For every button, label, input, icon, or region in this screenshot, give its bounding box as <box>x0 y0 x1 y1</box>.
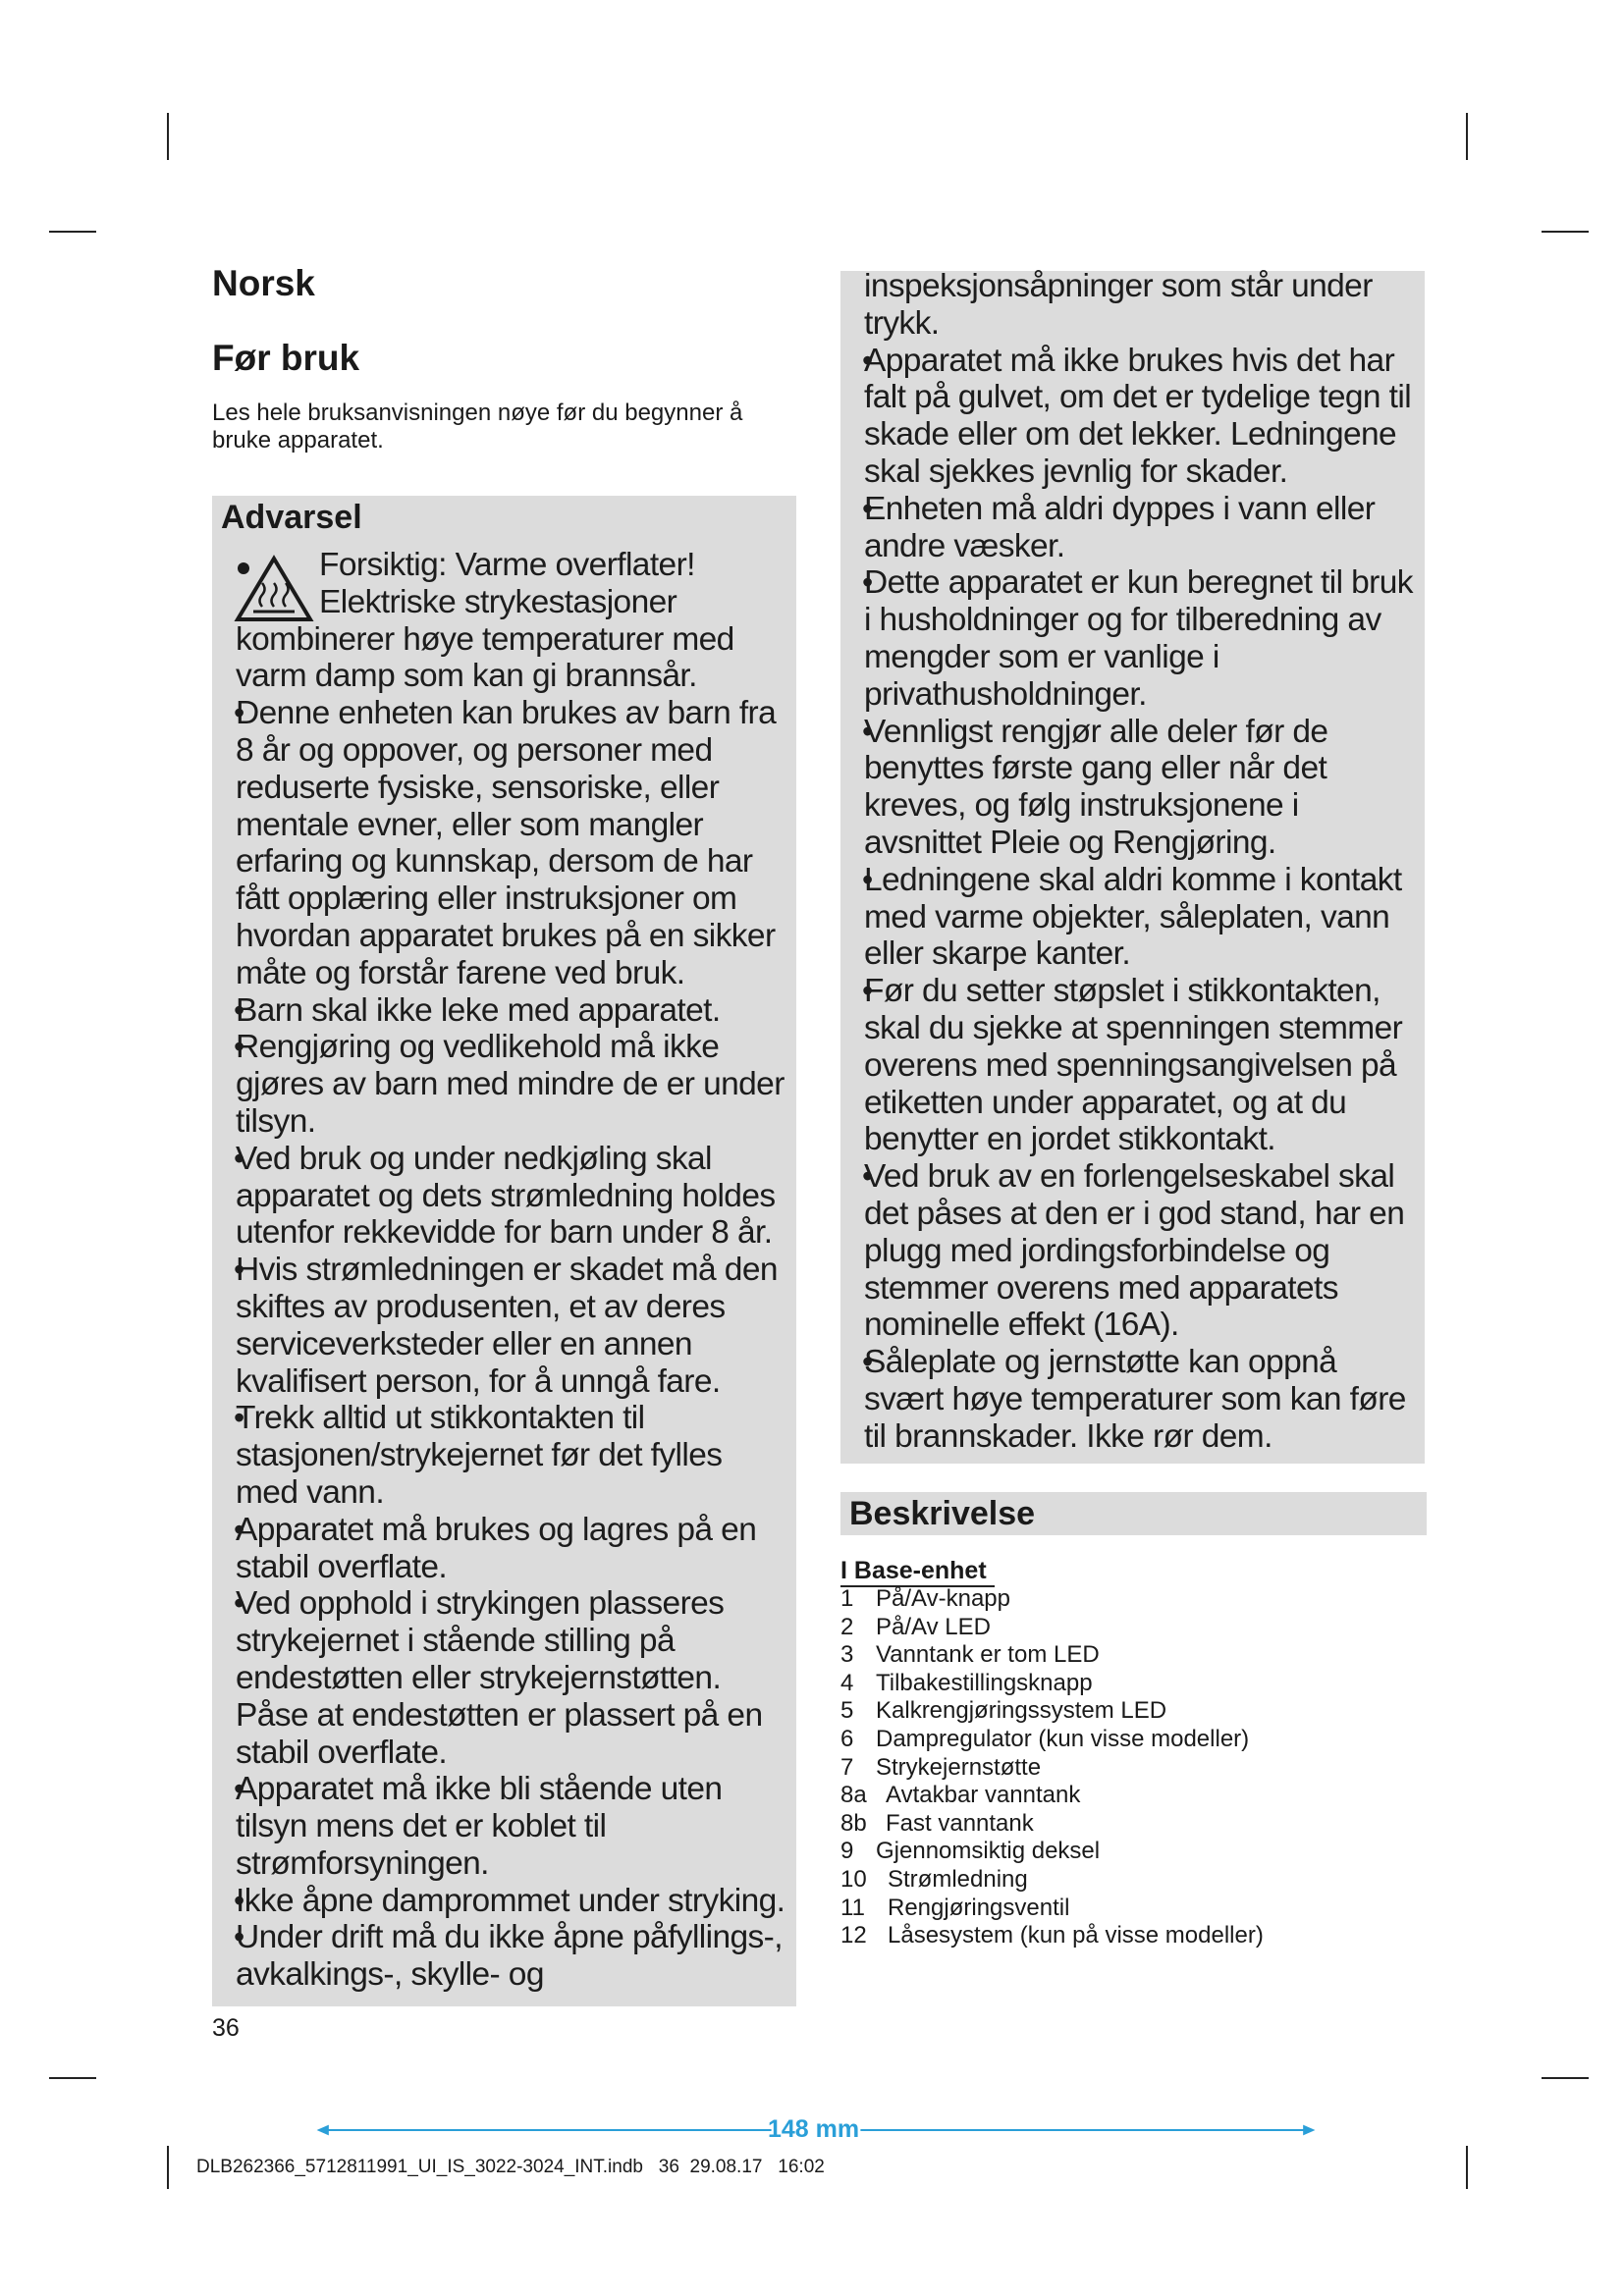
warning-line: stabil overflate. <box>236 1548 448 1585</box>
warning-line: • Enheten må aldri dyppes i vann eller <box>864 491 1424 528</box>
list-item-label: Gjennomsiktig deksel <box>876 1838 1101 1865</box>
description-title: Beskrivelse <box>840 1492 1427 1535</box>
list-item <box>840 1866 1264 1895</box>
warning-line: • Trekk alltid ut stikkontakten til <box>236 1400 790 1437</box>
warning-line: • Ved bruk av en forlengelseskabel skal <box>864 1158 1424 1196</box>
warning-line: • Barn skal ikke leke med apparatet. <box>236 992 790 1030</box>
list-item-number: 6 <box>840 1725 854 1752</box>
list-item-number: 8b <box>840 1809 867 1837</box>
warning-line: fått opplæring eller instruksjoner om <box>236 881 737 918</box>
list-item <box>840 1585 1264 1614</box>
list-item <box>840 1670 1264 1698</box>
warning-line: privathusholdninger. <box>864 675 1147 713</box>
warning-line: reduserte fysiske, sensoriske, eller <box>236 769 720 806</box>
list-item-label: Rengjøringsventil <box>888 1894 1070 1921</box>
warning-line: plugg med jordingsforbindelse og <box>864 1232 1330 1269</box>
language-title: Norsk <box>212 263 315 303</box>
page-number: 36 <box>212 2014 240 2042</box>
warning-line: med varme objekter, såleplaten, vann <box>864 898 1390 935</box>
warning-line: • Ikke åpne damprommet under stryking. <box>236 1883 790 1920</box>
warning-line: erfaring og kunnskap, dersom de har <box>236 843 753 881</box>
warning-line: falt på gulvet, om det er tydelige tegn til <box>864 379 1412 416</box>
list-item-label: Vanntank er tom LED <box>876 1641 1100 1669</box>
list-item <box>840 1726 1264 1754</box>
crop-mark-bottom-left <box>167 2146 169 2189</box>
list-item-number: 12 <box>840 1922 867 1949</box>
warning-line: skiftes av produsenten, et av deres <box>236 1288 726 1325</box>
warning-title: Advarsel <box>212 496 796 539</box>
warning-line: avkalkings-, skylle- og <box>236 1956 544 1994</box>
list-item <box>840 1810 1264 1839</box>
warning-line: benytter en jordet stikkontakt. <box>864 1121 1275 1158</box>
warning-line: mengder som er vanlige i <box>864 638 1219 675</box>
warning-line: kombinerer høye temperaturer med <box>236 620 734 658</box>
section-title: Før bruk <box>212 338 360 378</box>
list-item-number: 2 <box>840 1613 854 1640</box>
list-item-number: 3 <box>840 1641 854 1669</box>
warning-line: i husholdninger og for tilberedning av <box>864 602 1381 639</box>
warning-line: trykk. <box>864 304 940 342</box>
warning-line: • Denne enheten kan brukes av barn fra <box>236 695 790 732</box>
warning-line: • Under drift må du ikke åpne påfyllings-, <box>236 1919 790 1956</box>
list-item-label: Fast vanntank <box>886 1809 1034 1837</box>
warning-line: strømforsyningen. <box>236 1844 489 1882</box>
warning-line: avsnittet Pleie og Rengjøring. <box>864 824 1276 861</box>
warning-line: • Såleplate og jernstøtte kan oppnå <box>864 1344 1424 1381</box>
list-item-label: Kalkrengjøringssystem LED <box>876 1697 1167 1725</box>
warning-line: • Apparatet må ikke bli stående uten <box>236 1771 790 1808</box>
warning-line: • Rengjøring og vedlikehold må ikke <box>236 1029 790 1066</box>
list-item-label: Dampregulator (kun visse modeller) <box>876 1725 1250 1752</box>
list-item <box>840 1754 1264 1783</box>
list-item-number: 4 <box>840 1669 854 1696</box>
warning-line: mentale evner, eller som mangler <box>236 806 704 843</box>
warning-line: • Vennligst rengjør alle deler før de <box>864 714 1424 751</box>
warning-line: med vann. <box>236 1473 385 1511</box>
list-item-label: På/Av-knapp <box>876 1585 1010 1612</box>
warning-line: • Ledningene skal aldri komme i kontakt <box>864 862 1424 899</box>
warning-line: • Apparatet må brukes og lagres på en <box>236 1512 790 1549</box>
list-item-number: 7 <box>840 1753 854 1781</box>
base-unit-subtitle: I Base-enhet <box>840 1556 995 1587</box>
crop-mark-left-lower <box>49 2077 96 2079</box>
list-item <box>840 1697 1264 1726</box>
warning-line: inspeksjonsåpninger som står under <box>864 268 1373 304</box>
list-item-label: Avtakbar vanntank <box>886 1782 1081 1809</box>
warning-line: Forsiktig: Varme overflater! <box>319 547 695 583</box>
warning-line: kvalifisert person, for å unngå fare. <box>236 1362 721 1400</box>
warning-line: 8 år og oppover, og personer med <box>236 731 713 769</box>
warning-line: gjøres av barn med mindre de er under <box>236 1066 785 1103</box>
warning-line: • Før du setter støpslet i stikkontakten, <box>864 973 1424 1010</box>
warning-line: overens med spenningsangivelsen på <box>864 1046 1397 1084</box>
warning-text-right <box>864 268 1424 1456</box>
print-footer: DLB262366_5712811991_UI_IS_3022-3024_INT.indb 36 29.08.17 16:02 <box>196 2157 825 2177</box>
warning-line: stabil overflate. <box>236 1734 448 1771</box>
list-item-number: 9 <box>840 1838 854 1865</box>
warning-line: endestøtten eller strykejernstøtten. <box>236 1659 722 1696</box>
list-item-label: På/Av LED <box>876 1613 991 1640</box>
warning-line: apparatet og dets strømledning holdes <box>236 1177 776 1214</box>
warning-line: andre væsker. <box>864 527 1065 564</box>
warning-line: skal sjekkes jevnlig for skader. <box>864 453 1288 490</box>
warning-line: til brannskader. Ikke rør dem. <box>864 1417 1272 1455</box>
crop-mark-top-right <box>1466 113 1468 160</box>
warning-line: utenfor rekkevidde for barn under 8 år. <box>236 1214 773 1252</box>
list-item <box>840 1641 1264 1670</box>
list-item-label: Strykejernstøtte <box>876 1753 1042 1781</box>
warning-line: varm damp som kan gi brannsår. <box>236 658 697 695</box>
list-item-number: 8a <box>840 1782 867 1809</box>
crop-mark-bottom-right <box>1466 2146 1468 2189</box>
warning-line: tilsyn. <box>236 1102 316 1140</box>
list-item <box>840 1838 1264 1866</box>
warning-line: svært høye temperaturer som kan føre <box>864 1380 1406 1417</box>
warning-line: • Dette apparatet er kun beregnet til bruk <box>864 564 1424 602</box>
intro-text: Les hele bruksanvisningen nøye før du begynner å bruke apparatet. <box>212 400 743 454</box>
parts-list <box>840 1585 1264 1950</box>
ruler-label: 148 mm <box>768 2115 860 2143</box>
list-item-label: Låsesystem (kun på visse modeller) <box>888 1922 1264 1949</box>
warning-line: skal du sjekke at spenningen stemmer <box>864 1009 1403 1046</box>
warning-line: • Ved bruk og under nedkjøling skal <box>236 1141 790 1178</box>
warning-line: strykejernet i stående stilling på <box>236 1623 675 1660</box>
warning-line: etiketten under apparatet, og at du <box>864 1084 1347 1121</box>
warning-line: • Hvis strømledningen er skadet må den <box>236 1252 790 1289</box>
warning-text-left <box>236 547 790 1994</box>
warning-line: måte og forstår farene ved bruk. <box>236 954 685 991</box>
warning-line: Påse at endestøtten er plassert på en <box>236 1696 763 1734</box>
warning-line: nominelle effekt (16A). <box>864 1307 1179 1344</box>
list-item-number: 10 <box>840 1865 867 1893</box>
warning-line: skade eller om det lekker. Ledningene <box>864 416 1397 454</box>
warning-line: • Apparatet må ikke brukes hvis det har <box>864 343 1424 380</box>
list-item-number: 11 <box>840 1894 865 1921</box>
list-item <box>840 1895 1264 1923</box>
warning-line: tilsyn mens det er koblet til <box>236 1808 607 1845</box>
warning-line: Elektriske strykestasjoner <box>319 583 677 620</box>
warning-line: eller skarpe kanter. <box>864 935 1131 973</box>
warning-line: stemmer overens med apparatets <box>864 1269 1338 1307</box>
warning-line: hvordan apparatet brukes på en sikker <box>236 917 776 954</box>
list-item <box>840 1614 1264 1642</box>
list-item-label: Tilbakestillingsknapp <box>876 1669 1093 1696</box>
list-item <box>840 1922 1264 1950</box>
crop-mark-right-upper <box>1542 231 1589 233</box>
warning-line: stasjonen/strykejernet før det fylles <box>236 1437 723 1474</box>
crop-mark-left-upper <box>49 231 96 233</box>
warning-line: • Ved opphold i strykingen plasseres <box>236 1585 790 1623</box>
list-item <box>840 1782 1264 1810</box>
crop-mark-top-left <box>167 113 169 160</box>
list-item-number: 5 <box>840 1697 854 1725</box>
warning-line: kreves, og følg instruksjonene i <box>864 787 1299 825</box>
warning-line: benyttes første gang eller når det <box>864 750 1327 787</box>
warning-line: serviceverksteder eller en annen <box>236 1325 692 1362</box>
list-item-label: Strømledning <box>888 1865 1028 1893</box>
crop-mark-right-lower <box>1542 2077 1589 2079</box>
warning-line: det påses at den er i god stand, har en <box>864 1195 1405 1232</box>
list-item-number: 1 <box>840 1585 854 1612</box>
